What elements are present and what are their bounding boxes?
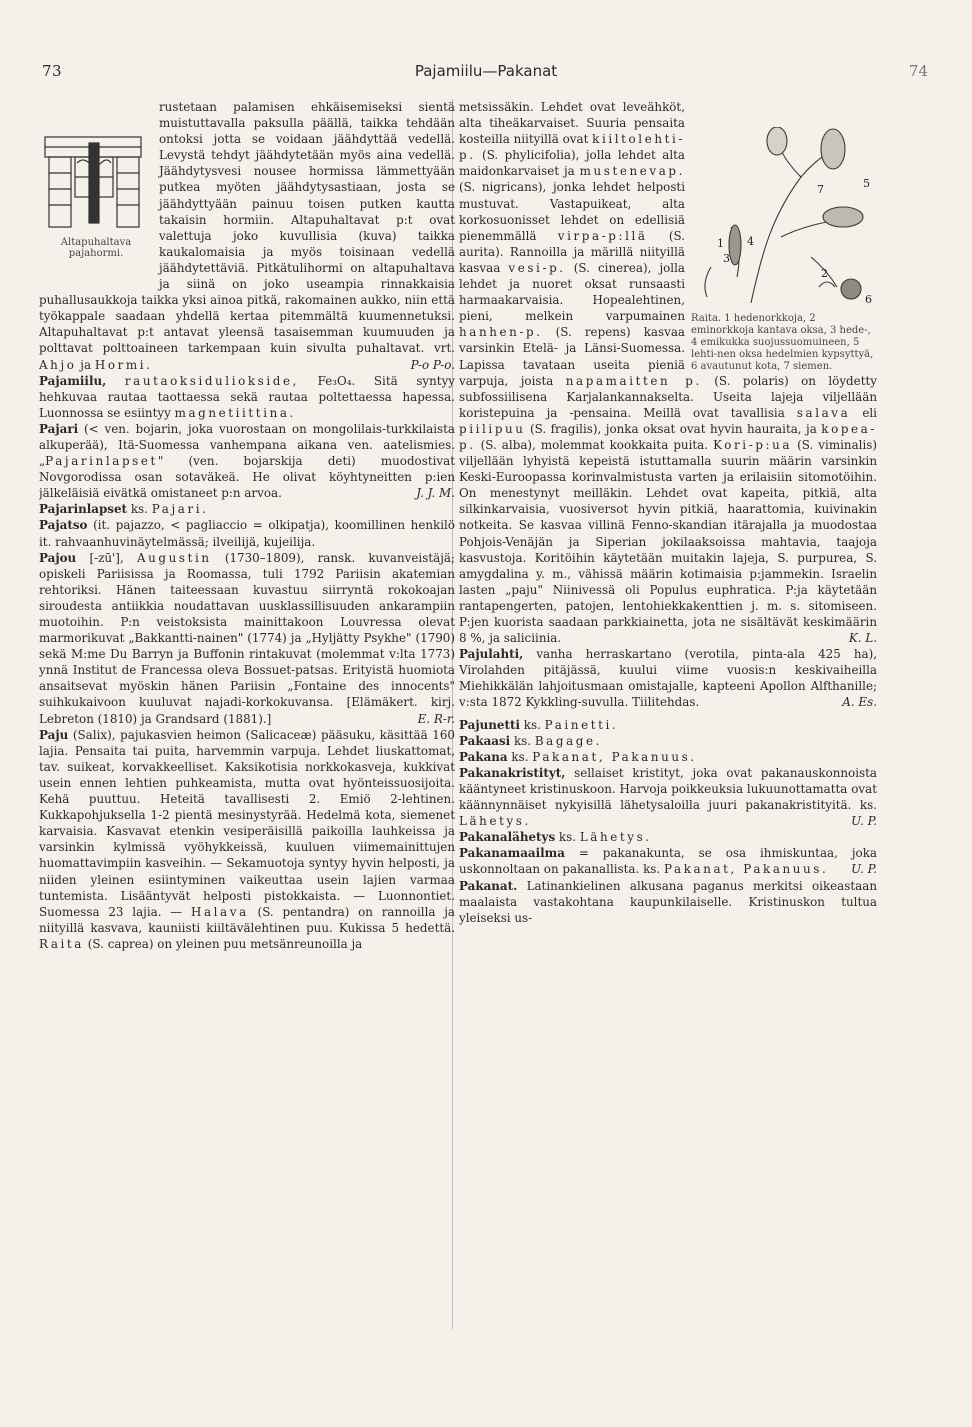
author-signature: J. J. M. xyxy=(416,486,455,501)
page-header xyxy=(30,62,942,86)
cross-reference[interactable]: Ahjo xyxy=(39,357,77,372)
entry-headword: Pakanakristityt, xyxy=(459,765,566,780)
left-column: Altapuhaltava pajahormi. rustetaan palamisen ehkäisemiseksi sientä muistuttavalla paksulla päällä, taikka tehdään ontoksi jotta se voidaan jäähdyttää vedellä. Levystä tehdyt jäähdytetään myös aina vedellä. Jäähdytysvesi nousee hormissa lämmettyään putkea myöten jäähdytysastiaan, josta se jäähdyttyään painuu toisen putken kautta takaisin hormiin. Altapuhaltavat p:t ovat valettuja joko kuvullisia (kuva) taikka kaukalomaisia ja myös toisinaan vedellä jäähdytettäviä. Pitkätulihormi on altapuhaltava ja siinä on joko useampia rinnakkaisia puhallusaukkoja taikka yksi ainoa pitkä, rakomainen aukko, niin että työkappale saadaan yhdellä kertaa pitemmältä kuumennetuksi. Altapuhaltavat p:t antavat yleensä tasaisemman kuumuuden ja polttavat polttoaineen tarkempaan kuin sivulta puhaltavat. vrt. Ahjo ja Hormi. P-o P-o. Pajamiilu, rautaoksiduliokside, Fe₃O₄. Sitä syntyy hehkuvaa rautaa taottaessa sekä rautaa poltettaessa hapessa. Luonnossa se esiintyy magnetiittina. Pajari (< ven. bojarin, joka vuorostaan on mongolilais-turkkilaista alkuperää), Itä-Suomessa vanhempana aikana ven. aatelismies. „Pajarinlapset" (ven. bojarskija deti) muodostivat Novgorodissa osan sotaväkeä. He olivat köyhtyneitten p:ien jälkeläisiä eivätkä omistaneet p:n arvoa. J. J. M. Pajarinlapset ks. Pajari. Pajatso (it. pajazzo, < pagliaccio = olkipatja), koomillinen henkilö it. rahvaanhuvinäytelmässä; ilveilijä, kujeilija. Pajou [-zū'], Augustin (1730–1809), ransk. kuvanveistäjä; opiskeli Pariisissa ja Roomassa, tuli 1792 Pariisin akatemian rehtoriksi. Hänen taiteessaan kuvastuu siirryntä rokokoajan siroudesta antiikkia noudattavan uusklassillisuuden ankarampiin muotoihin. P:n veistoksista mainittakoon Louvressa olevat marmorikuvat „Bakkantti-nainen" (1774) ja „Hyljätty Psykhe" (1790) sekä M:me Du Barryn ja Buffonin rintakuvat (molemmat v:lta 1773) ynnä Institut de Francessa oleva Bossuet-patsas. Erityistä huomiota ansaitsevat myöskin hänen Pariisin „Fontaine des innocents" suihkukaivoon kuuluvat najadi-korkokuvansa. [Elämäkert. kirj. Lebreton (1810) ja Grandsard (1881).] E. R-r. Paju (Salix), pajukasvien heimon (Salicaceæ) pääsuku, käsittää 160 lajia. Pensaita tai puita, harvemmin varpuja. Lehdet liuskattomat, tav. suikeat, korvakkeelliset. Kaksikotisia norkkokasveja, kukkivat usein ennen lehtien puhkeamista, mutta ovat hyönteissuosijoita. Kehä puuttuu. Heteitä tavallisesti 2. Emiö 2-lehtinen. Kukkapohjuksella 1-2 pientä mesinystyrää. Hedelmä kota, siemenet karvaisia. Kasvavat etenkin vesiperäisillä paikoilla lauhkeissa ja varsinkin kylmissä vyöhykkeissä, kuuluen viimemainittujen huomattavimpiin kasveihin. — Sekamuotoja syntyy hyvin helposti, ja niiden yleinen esiintyminen vaikeuttaa usein lajien varmaa tuntemista. Lisääntyvät helposti pistokkaista. — Luonnontiet. Suomessa 23 lajia. — Halava (S. pentandra) on rannoilla ja niityillä kasvava, kauniisti kiiltävälehtinen puu. Kukissa 5 hedettä. Raita (S. caprea) on yleinen puu metsänreunoilla ja xyxy=(39,100,455,951)
author-signature: A. Es. xyxy=(842,695,877,710)
entry-headword: Pakana xyxy=(459,749,508,764)
running-title: Pajamiilu—Pakanat xyxy=(414,62,558,80)
page-number-right: 74 xyxy=(908,62,928,80)
cross-reference[interactable]: Bagage. xyxy=(534,733,602,748)
entry-headword: Pakanamaailma xyxy=(459,846,565,861)
figure-label: 6 xyxy=(865,293,872,306)
hearth-figure-caption: Altapuhaltava pajahormi. xyxy=(60,237,132,259)
paragraph-text: rustetaan palamisen ehkäisemiseksi sientä muistuttavalla paksulla päällä, taikka tehdään ontoksi jotta se voidaan jäähdyttää vedellä. Levystä tehdyt jäähdytetään myös aina vedellä. Jäähdytysvesi nousee hormissa lämmettyään putkea myöten jäähdytysastiaan, josta se jäähdyttyään painuu toisen putken kautta takaisin hormiin. Altapuhaltavat p:t ovat valettuja joko kuvullisia (kuva) taikka kaukalomaisia ja myös toisinaan vedellä jäähdytettäviä. Pitkätulihormi on altapuhaltava ja siinä on joko useampia rinnakkaisia puhallusaukkoja taikka yksi ainoa pitkä, rakomainen aukko, niin että työkappale saadaan yhdellä kertaa pitemmältä kuumennetuksi. Altapuhaltavat p:t antavat yleensä tasaisemman kuumuuden ja polttavat polttoaineen tarkempaan kuin sivulta puhaltavat. vrt. xyxy=(39,100,455,356)
entry-headword: Pakaasi xyxy=(459,733,511,748)
entry-headword: Pajari xyxy=(39,421,79,436)
author-signature: U. P. xyxy=(851,862,877,877)
cross-reference[interactable]: Pajari. xyxy=(151,502,209,517)
figure-label: 5 xyxy=(863,177,870,190)
cross-reference[interactable]: Lähetys. xyxy=(579,830,652,845)
willow-illustration xyxy=(691,127,877,373)
willow-caption: Raita. 1 hedenorkkoja, 2 eminorkkoja kantava oksa, 3 hede-, 4 emikukka suojussuomuineen, 5 lehti-nen oksa hedelmien kypsyttyä, 6 avautunut kota, 7 siemen. xyxy=(691,313,874,373)
hearth-figure xyxy=(39,133,153,283)
page-number-left: 73 xyxy=(42,62,63,80)
entry-headword: Pakanat. xyxy=(459,878,518,893)
cross-reference[interactable]: Lähetys. xyxy=(459,814,531,829)
figure-label: 7 xyxy=(817,183,824,196)
cross-reference[interactable]: Pakanat, Pakanuus. xyxy=(532,749,697,764)
author-signature: P-o P-o. xyxy=(410,357,455,372)
entry-headword: Pakanalähetys xyxy=(459,830,556,845)
entry-headword: Pajunetti xyxy=(459,717,520,732)
entry-headword: Pajatso xyxy=(39,518,88,533)
cross-reference[interactable]: Hormi. xyxy=(94,357,153,372)
entry-headword: Paju xyxy=(39,727,69,742)
willow-branch-icon xyxy=(691,127,877,307)
author-signature: K. L. xyxy=(848,631,877,646)
cross-reference[interactable]: Painetti. xyxy=(544,717,619,732)
figure-label: 1 xyxy=(717,237,724,250)
entry-headword: Pajulahti, xyxy=(459,647,524,662)
figure-label: 4 xyxy=(747,235,754,248)
right-column: 1 2 3 4 5 6 7 Raita. 1 hedenorkkoja, 2 eminorkkoja kantava oksa, 3 hede-, 4 emikukka suojussuomuineen, 5 lehti-nen oksa hedelmien kypsyttyä, 6 avautunut kota, 7 siemen. metsissäkin. Lehdet ovat leveähköt, alta tiheäkarvaiset. Suuria pensaita kosteilla niityillä ovat kiiltolehti-p. (S. phylicifolia), jolla lehdet alta maidonkarvaiset ja mustenevap. (S. nigricans), jonka lehdet helposti mustuvat. Vastapuikeat, alta korkosuonisset lehdet on edellisiä pienemmällä virpa-p:llä (S. aurita). Rannoilla ja märillä niityillä kasvaa vesi-p. (S. cinerea), jolla lehdet ja nuoret oksat runsaasti harmaakarvaisia. Hopealehtinen, pieni, melkein varpumainen hanhen-p. (S. repens) kasvaa varsinkin Etelä- ja Länsi-Suomessa. Lapissa tavataan useita pieniä varpuja, joista napamaitten p. (S. polaris) on löydetty subfossiilisena Karjalankannakselta. Useita lajeja viljellään koristepuina ja -pensaina. Meillä ovat tavallisia salava eli piilipuu (S. fragilis), jonka oksat ovat hyvin hauraita, ja kopea-p. (S. alba), molemmat kookkaita puita. Kori-p:ua (S. viminalis) viljellään lyhyistä kepeistä istuttamalla suurin määrin varsinkin Keski-Euroopassa korinvalmistusta varten ja erilaisiin sitomotöihin. On menestynyt meilläkin. Lehdet ovat kapeita, pitkiä, alta silkinkarvaisia, vuosiversot hyvin pitkiä, haarattomia, kuivinakin notkeita. Se kasvaa villinä Fenno-skandian itärajalla ja muodostaa Pohjois-Venäjän ja Siperian jokilaaksoissa mahtavia, taajoja kasvustoja. Koritöihin käytetään muitakin lajeja, S. purpurea, S. amygdalina y. m., vähissä määrin kotimaisia p:jammekin. Israelin lasten „paju" Niinivessä oli Populus euphratica. P:ja käytetään rantapengerten, patojen, lentohiekkakenttien j. m. s. sitomiseen. P:jen kuorista saadaan parkkiainetta, jota ne sisältävät keskimäärin 8 %, ja saliciinia. K. L. Pajulahti, vanha herraskartano (verotila, pinta-ala 425 ha), Virolahden pitäjässä, kuului viime vuosis:n keskivaiheilla Miehikkälän lahjoitusmaan omistajalle, kapteeni Apollon Alfthanille; v:sta 1872 Kykkling-suvulla. Tiilitehdas. A. Es. Pajunetti ks. Painetti. Pakaasi ks. Bagage. Pakana ks. Pakanat, Pakanuus. Pakanakristityt, sellaiset kristityt, joka ovat pakanauskonnoista kääntyneet kristinuskoon. Harvoja poikkeuksia lukuunottamatta ovat käännynnäiset nykyisillä lähetysaloilla juuri pakanakristityitä. ks. Lähetys. U. P. Pakanalähetys ks. Lähetys. Pakanamaailma = pakanakunta, se osa ihmiskuntaa, joka uskonnoltaan on pakanallista. ks. Pakanat, Pakanuus. U. P. Pakanat. Latinankielinen alkusana paganus merkitsi oikeastaan maalaista vastakohtana kaupunkilaiselle. Kristinuskon tultua yleiseksi us- xyxy=(459,100,877,925)
figure-label: 2 xyxy=(821,267,828,280)
entry-headword: Pajou xyxy=(39,550,77,565)
entry-headword: Pajamiilu, xyxy=(39,373,107,388)
figure-label: 3 xyxy=(723,252,730,265)
forge-hearth-diagram-icon xyxy=(39,133,151,233)
author-signature: E. R-r. xyxy=(417,711,455,726)
entry-headword: Pajarinlapset xyxy=(39,502,128,517)
cross-reference[interactable]: Pakanat, Pakanuus. xyxy=(663,862,829,877)
author-signature: U. P. xyxy=(851,814,877,829)
